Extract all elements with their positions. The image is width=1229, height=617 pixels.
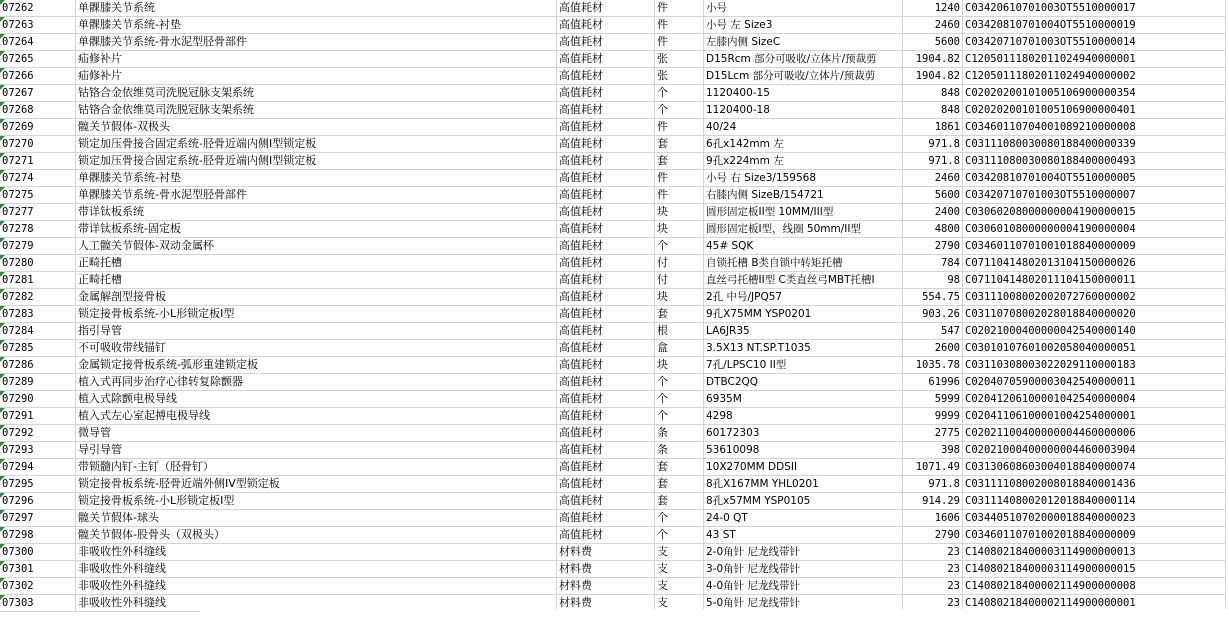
spec-cell[interactable]: 直丝弓托槽II型 C类直丝弓MBT托槽I xyxy=(704,272,903,288)
category-cell[interactable]: 高值耗材 xyxy=(557,408,655,424)
row-id-cell[interactable]: 07297 xyxy=(0,510,76,526)
category-cell[interactable]: 高值耗材 xyxy=(557,323,655,339)
code-cell[interactable]: C12050111802011024940000001 xyxy=(963,51,1226,67)
code-cell[interactable]: C03460110701001018840000009 xyxy=(963,238,1226,254)
spec-cell[interactable]: 左膝内侧 SizeC xyxy=(704,34,903,50)
category-cell[interactable]: 高值耗材 xyxy=(557,68,655,84)
code-cell[interactable]: C03130608603004018840000074 xyxy=(963,459,1226,475)
spec-cell[interactable]: 1120400-18 xyxy=(704,102,903,118)
unit-cell[interactable]: 件 xyxy=(655,0,704,16)
item-name-cell[interactable]: 髋关节假体-球头 xyxy=(76,510,557,526)
row-id-cell[interactable]: 07266 xyxy=(0,68,76,84)
row-id-cell[interactable]: 07280 xyxy=(0,255,76,271)
item-name-cell[interactable]: 非吸收性外科缝线 xyxy=(76,578,557,594)
spec-cell[interactable]: 6935M xyxy=(704,391,903,407)
row-id-cell[interactable]: 07263 xyxy=(0,17,76,33)
row-id-cell[interactable]: 07285 xyxy=(0,340,76,356)
item-name-cell[interactable]: 锁定加压骨接合固定系统-胫骨近端内侧I型锁定板 xyxy=(76,136,557,152)
category-cell[interactable]: 材料费 xyxy=(557,561,655,577)
price-cell[interactable]: 1606 xyxy=(903,510,963,526)
price-cell[interactable]: 2775 xyxy=(903,425,963,441)
row-id-cell[interactable]: 07300 xyxy=(0,544,76,560)
code-cell[interactable]: C02021100400000004460000006 xyxy=(963,425,1226,441)
category-cell[interactable]: 高值耗材 xyxy=(557,204,655,220)
spec-cell[interactable]: 6孔x142mm 左 xyxy=(704,136,903,152)
price-cell[interactable]: 2790 xyxy=(903,238,963,254)
code-cell[interactable]: C03111080030080188400000339 xyxy=(963,136,1226,152)
item-name-cell[interactable]: 金属解剖型接骨板 xyxy=(76,289,557,305)
price-cell[interactable]: 23 xyxy=(903,578,963,594)
table-row xyxy=(0,578,1226,595)
code-cell[interactable]: C03420610701003OT5510000017 xyxy=(963,0,1226,16)
row-id-cell[interactable]: 07294 xyxy=(0,459,76,475)
spec-cell[interactable]: 右膝内侧 SizeB/154721 xyxy=(704,187,903,203)
table-row xyxy=(0,408,1226,425)
price-cell[interactable]: 784 xyxy=(903,255,963,271)
unit-cell[interactable]: 件 xyxy=(655,34,704,50)
row-id-cell[interactable]: 07303 xyxy=(0,595,76,611)
price-cell[interactable]: 61996 xyxy=(903,374,963,390)
unit-cell[interactable]: 套 xyxy=(655,306,704,322)
price-cell[interactable]: 23 xyxy=(903,544,963,560)
price-cell[interactable]: 2400 xyxy=(903,204,963,220)
row-id-cell[interactable]: 07301 xyxy=(0,561,76,577)
row-id-cell[interactable]: 07289 xyxy=(0,374,76,390)
code-cell[interactable]: C02040705900003042540000011 xyxy=(963,374,1226,390)
spec-cell[interactable]: 24-0 QT xyxy=(704,510,903,526)
item-name-cell[interactable]: 钴铬合金依维莫司洗脱冠脉支架系统 xyxy=(76,102,557,118)
code-cell[interactable]: C03111080030080188400000493 xyxy=(963,153,1226,169)
table-row xyxy=(0,272,1226,289)
code-cell[interactable]: C02041106100001004254000001 xyxy=(963,408,1226,424)
row-id-cell[interactable]: 07292 xyxy=(0,425,76,441)
unit-cell[interactable]: 套 xyxy=(655,459,704,475)
code-cell[interactable]: C03420810701004OT5510000019 xyxy=(963,17,1226,33)
unit-cell[interactable]: 块 xyxy=(655,357,704,373)
table-row xyxy=(0,493,1226,510)
item-name-cell[interactable]: 非吸收性外科缝线 xyxy=(76,595,557,611)
unit-cell[interactable]: 个 xyxy=(655,374,704,390)
unit-cell[interactable]: 条 xyxy=(655,425,704,441)
table-row xyxy=(0,510,1226,527)
price-cell[interactable]: 5999 xyxy=(903,391,963,407)
spec-cell[interactable]: 小号 xyxy=(704,0,903,16)
item-name-cell[interactable]: 疝修补片 xyxy=(76,68,557,84)
price-cell[interactable]: 914.29 xyxy=(903,493,963,509)
row-id-cell[interactable]: 07293 xyxy=(0,442,76,458)
item-name-cell[interactable]: 单髁膝关节系统-衬垫 xyxy=(76,17,557,33)
table-row xyxy=(0,119,1226,136)
spec-cell[interactable]: D15Rcm 部分可吸收/立体片/预裁剪 xyxy=(704,51,903,67)
row-id-cell[interactable]: 07279 xyxy=(0,238,76,254)
table-row xyxy=(0,544,1226,561)
price-cell[interactable]: 1904.82 xyxy=(903,51,963,67)
row-id-cell[interactable]: 07291 xyxy=(0,408,76,424)
unit-cell[interactable]: 条 xyxy=(655,442,704,458)
price-cell[interactable]: 98 xyxy=(903,272,963,288)
unit-cell[interactable]: 件 xyxy=(655,170,704,186)
price-cell[interactable]: 547 xyxy=(903,323,963,339)
price-cell[interactable]: 1071.49 xyxy=(903,459,963,475)
spec-cell[interactable]: 45# SQK xyxy=(704,238,903,254)
category-cell[interactable]: 高值耗材 xyxy=(557,0,655,16)
spec-cell[interactable]: 8孔X167MM YHL0201 xyxy=(704,476,903,492)
unit-cell[interactable]: 件 xyxy=(655,17,704,33)
spec-cell[interactable]: 圆形固定板I型，线圈 50mm/II型 xyxy=(704,221,903,237)
category-cell[interactable]: 高值耗材 xyxy=(557,51,655,67)
price-cell[interactable]: 971.8 xyxy=(903,136,963,152)
category-cell[interactable]: 高值耗材 xyxy=(557,102,655,118)
code-cell[interactable]: C03460110701002018840000009 xyxy=(963,527,1226,543)
category-cell[interactable]: 高值耗材 xyxy=(557,476,655,492)
row-id-cell[interactable]: 07268 xyxy=(0,102,76,118)
unit-cell[interactable]: 块 xyxy=(655,204,704,220)
category-cell[interactable]: 高值耗材 xyxy=(557,459,655,475)
unit-cell[interactable]: 根 xyxy=(655,323,704,339)
table-row xyxy=(0,374,1226,391)
item-name-cell[interactable]: 微导管 xyxy=(76,425,557,441)
code-cell[interactable]: C12050111802011024940000002 xyxy=(963,68,1226,84)
row-id-cell[interactable]: 07281 xyxy=(0,272,76,288)
table-row xyxy=(0,136,1226,153)
spec-cell[interactable]: 9孔X75MM YSP0201 xyxy=(704,306,903,322)
unit-cell[interactable]: 个 xyxy=(655,102,704,118)
category-cell[interactable]: 高值耗材 xyxy=(557,391,655,407)
unit-cell[interactable]: 件 xyxy=(655,119,704,135)
code-cell[interactable]: C02021000400000042540000140 xyxy=(963,323,1226,339)
code-cell[interactable]: C03420710701003OT5510000007 xyxy=(963,187,1226,203)
price-cell[interactable]: 23 xyxy=(903,595,963,611)
unit-cell[interactable]: 套 xyxy=(655,153,704,169)
code-cell[interactable]: C07110414802013104150000026 xyxy=(963,255,1226,271)
price-cell[interactable]: 1904.82 xyxy=(903,68,963,84)
table-row xyxy=(0,0,1226,17)
code-cell[interactable]: C03111008002002072760000002 xyxy=(963,289,1226,305)
item-name-cell[interactable]: 金属锁定接骨板系统-弧形重建锁定板 xyxy=(76,357,557,373)
table-row xyxy=(0,85,1226,102)
table-row xyxy=(0,306,1226,323)
row-id-cell[interactable]: 07277 xyxy=(0,204,76,220)
code-cell[interactable]: C03460110704001089210000008 xyxy=(963,119,1226,135)
unit-cell[interactable]: 套 xyxy=(655,476,704,492)
unit-cell[interactable]: 套 xyxy=(655,493,704,509)
spec-cell[interactable]: 自锁托槽 B类自锁中转矩托槽 xyxy=(704,255,903,271)
category-cell[interactable]: 高值耗材 xyxy=(557,510,655,526)
item-name-cell[interactable]: 不可吸收带线锚钉 xyxy=(76,340,557,356)
sheet-bottom-edge xyxy=(200,609,1229,617)
category-cell[interactable]: 高值耗材 xyxy=(557,119,655,135)
price-cell[interactable]: 398 xyxy=(903,442,963,458)
row-id-cell[interactable]: 07275 xyxy=(0,187,76,203)
table-row xyxy=(0,425,1226,442)
unit-cell[interactable]: 支 xyxy=(655,595,704,611)
spec-cell[interactable]: LA6JR35 xyxy=(704,323,903,339)
price-cell[interactable]: 1035.78 xyxy=(903,357,963,373)
table-row xyxy=(0,340,1226,357)
spec-cell[interactable]: 3-0角针 尼龙线带针 xyxy=(704,561,903,577)
code-cell[interactable]: C14080218400002114900000001 xyxy=(963,595,1226,611)
spec-cell[interactable]: 3.5X13 NT.SP.T1035 xyxy=(704,340,903,356)
category-cell[interactable]: 高值耗材 xyxy=(557,238,655,254)
category-cell[interactable]: 高值耗材 xyxy=(557,425,655,441)
category-cell[interactable]: 高值耗材 xyxy=(557,289,655,305)
category-cell[interactable]: 高值耗材 xyxy=(557,34,655,50)
spec-cell[interactable]: 4298 xyxy=(704,408,903,424)
item-name-cell[interactable]: 指引导管 xyxy=(76,323,557,339)
code-cell[interactable]: C03440510702000018840000023 xyxy=(963,510,1226,526)
item-name-cell[interactable]: 带详钛板系统-固定板 xyxy=(76,221,557,237)
code-cell[interactable]: C03420810701004OT5510000005 xyxy=(963,170,1226,186)
row-id-cell[interactable]: 07295 xyxy=(0,476,76,492)
item-name-cell[interactable]: 髋关节假体-双极头 xyxy=(76,119,557,135)
unit-cell[interactable]: 支 xyxy=(655,561,704,577)
item-name-cell[interactable]: 髋关节假体-股骨头（双极头） xyxy=(76,527,557,543)
spec-cell[interactable]: DTBC2QQ xyxy=(704,374,903,390)
price-cell[interactable]: 554.75 xyxy=(903,289,963,305)
row-id-cell[interactable]: 07274 xyxy=(0,170,76,186)
row-id-cell[interactable]: 07296 xyxy=(0,493,76,509)
code-cell[interactable]: C02020200101005106900000401 xyxy=(963,102,1226,118)
price-cell[interactable]: 2600 xyxy=(903,340,963,356)
table-row xyxy=(0,459,1226,476)
table-row xyxy=(0,68,1226,85)
row-id-cell[interactable]: 07290 xyxy=(0,391,76,407)
spec-cell[interactable]: 1120400-15 xyxy=(704,85,903,101)
item-name-cell[interactable]: 钴铬合金依维莫司洗脱冠脉支架系统 xyxy=(76,85,557,101)
category-cell[interactable]: 高值耗材 xyxy=(557,187,655,203)
table-row xyxy=(0,442,1226,459)
code-cell[interactable]: C03060208000000004190000015 xyxy=(963,204,1226,220)
item-name-cell[interactable]: 正畸托槽 xyxy=(76,255,557,271)
table-row xyxy=(0,102,1226,119)
spec-cell[interactable]: 7孔/LPSC10 II型 xyxy=(704,357,903,373)
table-row xyxy=(0,170,1226,187)
row-id-cell[interactable]: 07262 xyxy=(0,0,76,16)
spec-cell[interactable]: 2孔 中号/JPQ57 xyxy=(704,289,903,305)
spec-cell[interactable]: 60172303 xyxy=(704,425,903,441)
unit-cell[interactable]: 张 xyxy=(655,51,704,67)
spec-cell[interactable]: 40/24 xyxy=(704,119,903,135)
unit-cell[interactable]: 个 xyxy=(655,408,704,424)
unit-cell[interactable]: 个 xyxy=(655,391,704,407)
price-cell[interactable]: 9999 xyxy=(903,408,963,424)
unit-cell[interactable]: 件 xyxy=(655,187,704,203)
table-row xyxy=(0,476,1226,493)
item-name-cell[interactable]: 植入式左心室起搏电极导线 xyxy=(76,408,557,424)
unit-cell[interactable]: 张 xyxy=(655,68,704,84)
row-id-cell[interactable]: 07282 xyxy=(0,289,76,305)
table-row xyxy=(0,17,1226,34)
unit-cell[interactable]: 个 xyxy=(655,238,704,254)
unit-cell[interactable]: 支 xyxy=(655,578,704,594)
row-id-cell[interactable]: 07269 xyxy=(0,119,76,135)
price-cell[interactable]: 2460 xyxy=(903,17,963,33)
row-id-cell[interactable]: 07271 xyxy=(0,153,76,169)
item-name-cell[interactable]: 锁定加压骨接合固定系统-胫骨近端内侧I型锁定板 xyxy=(76,153,557,169)
spec-cell[interactable]: 4-0角针 尼龙线带针 xyxy=(704,578,903,594)
item-name-cell[interactable]: 带详钛板系统 xyxy=(76,204,557,220)
spec-cell[interactable]: 5-0角针 尼龙线带针 xyxy=(704,595,903,611)
table-row xyxy=(0,357,1226,374)
row-id-cell[interactable]: 07270 xyxy=(0,136,76,152)
category-cell[interactable]: 高值耗材 xyxy=(557,527,655,543)
code-cell[interactable]: C02020200101005106900000354 xyxy=(963,85,1226,101)
code-cell[interactable]: C07110414802011104150000011 xyxy=(963,272,1226,288)
category-cell[interactable]: 高值耗材 xyxy=(557,442,655,458)
table-row xyxy=(0,238,1226,255)
price-cell[interactable]: 971.8 xyxy=(903,153,963,169)
category-cell[interactable]: 高值耗材 xyxy=(557,493,655,509)
item-name-cell[interactable]: 人工髋关节假体-双动金属杯 xyxy=(76,238,557,254)
spec-cell[interactable]: D15Lcm 部分可吸收/立体片/预裁剪 xyxy=(704,68,903,84)
row-id-cell[interactable]: 07286 xyxy=(0,357,76,373)
code-cell[interactable]: C02041206100001042540000004 xyxy=(963,391,1226,407)
item-name-cell[interactable]: 单髁膝关节系统-骨水泥型胫骨部件 xyxy=(76,34,557,50)
unit-cell[interactable]: 个 xyxy=(655,85,704,101)
price-cell[interactable]: 1240 xyxy=(903,0,963,16)
table-row xyxy=(0,391,1226,408)
row-id-cell[interactable]: 07265 xyxy=(0,51,76,67)
table-row xyxy=(0,323,1226,340)
price-cell[interactable]: 903.26 xyxy=(903,306,963,322)
code-cell[interactable]: C03420710701003OT5510000014 xyxy=(963,34,1226,50)
price-cell[interactable]: 23 xyxy=(903,561,963,577)
table-row xyxy=(0,289,1226,306)
code-cell[interactable]: C03060108000000004190000004 xyxy=(963,221,1226,237)
spec-cell[interactable]: 小号 左 Size3 xyxy=(704,17,903,33)
item-name-cell[interactable]: 非吸收性外科缝线 xyxy=(76,561,557,577)
unit-cell[interactable]: 盒 xyxy=(655,340,704,356)
item-name-cell[interactable]: 植入式再同步治疗心律转复除颤器 xyxy=(76,374,557,390)
item-name-cell[interactable]: 锁定接骨板系统-小L形锁定板I型 xyxy=(76,493,557,509)
spec-cell[interactable]: 10X270MM DDSII xyxy=(704,459,903,475)
table-row xyxy=(0,153,1226,170)
price-cell[interactable]: 2460 xyxy=(903,170,963,186)
category-cell[interactable]: 材料费 xyxy=(557,578,655,594)
unit-cell[interactable]: 块 xyxy=(655,221,704,237)
item-name-cell[interactable]: 单髁膝关节系统-骨水泥型胫骨部件 xyxy=(76,187,557,203)
code-cell[interactable]: C14080218400002114900000008 xyxy=(963,578,1226,594)
item-name-cell[interactable]: 导引导管 xyxy=(76,442,557,458)
table-row xyxy=(0,221,1226,238)
price-cell[interactable]: 4800 xyxy=(903,221,963,237)
price-cell[interactable]: 5600 xyxy=(903,34,963,50)
category-cell[interactable]: 高值耗材 xyxy=(557,136,655,152)
row-id-cell[interactable]: 07278 xyxy=(0,221,76,237)
unit-cell[interactable]: 支 xyxy=(655,544,704,560)
price-cell[interactable]: 848 xyxy=(903,102,963,118)
table-row xyxy=(0,204,1226,221)
item-name-cell[interactable]: 正畸托槽 xyxy=(76,272,557,288)
category-cell[interactable]: 高值耗材 xyxy=(557,306,655,322)
item-name-cell[interactable]: 锁定接骨板系统-小L形锁定板I型 xyxy=(76,306,557,322)
category-cell[interactable]: 高值耗材 xyxy=(557,255,655,271)
spec-cell[interactable]: 53610098 xyxy=(704,442,903,458)
spec-cell[interactable]: 2-0角针 尼龙线带针 xyxy=(704,544,903,560)
category-cell[interactable]: 材料费 xyxy=(557,595,655,611)
code-cell[interactable]: C03110708002028018840000020 xyxy=(963,306,1226,322)
code-cell[interactable]: C02021000400000004460003904 xyxy=(963,442,1226,458)
code-cell[interactable]: C03110308003022029110000183 xyxy=(963,357,1226,373)
unit-cell[interactable]: 块 xyxy=(655,289,704,305)
spec-cell[interactable]: 9孔x224mm 左 xyxy=(704,153,903,169)
item-name-cell[interactable]: 非吸收性外科缝线 xyxy=(76,544,557,560)
category-cell[interactable]: 高值耗材 xyxy=(557,221,655,237)
spec-cell[interactable]: 圆形固定板II型 10MM/III型 xyxy=(704,204,903,220)
item-name-cell[interactable]: 锁定接骨板系统-胫骨近端外侧IV型锁定板 xyxy=(76,476,557,492)
table-row xyxy=(0,527,1226,544)
unit-cell[interactable]: 个 xyxy=(655,510,704,526)
row-id-cell[interactable]: 07267 xyxy=(0,85,76,101)
price-cell[interactable]: 971.8 xyxy=(903,476,963,492)
category-cell[interactable]: 高值耗材 xyxy=(557,272,655,288)
spec-cell[interactable]: 小号 右 Size3/159568 xyxy=(704,170,903,186)
unit-cell[interactable]: 套 xyxy=(655,136,704,152)
code-cell[interactable]: C14080218400003114900000015 xyxy=(963,561,1226,577)
code-cell[interactable]: C03111108002008018840001436 xyxy=(963,476,1226,492)
category-cell[interactable]: 材料费 xyxy=(557,544,655,560)
table-row xyxy=(0,255,1226,272)
price-cell[interactable]: 1861 xyxy=(903,119,963,135)
spec-cell[interactable]: 8孔x57MM YSP0105 xyxy=(704,493,903,509)
category-cell[interactable]: 高值耗材 xyxy=(557,340,655,356)
table-row xyxy=(0,34,1226,51)
category-cell[interactable]: 高值耗材 xyxy=(557,374,655,390)
row-id-cell[interactable]: 07283 xyxy=(0,306,76,322)
item-name-cell[interactable]: 单髁膝关节系统-衬垫 xyxy=(76,170,557,186)
table-row xyxy=(0,187,1226,204)
row-id-cell[interactable]: 07298 xyxy=(0,527,76,543)
category-cell[interactable]: 高值耗材 xyxy=(557,17,655,33)
unit-cell[interactable]: 个 xyxy=(655,527,704,543)
item-name-cell[interactable]: 单髁膝关节系统 xyxy=(76,0,557,16)
spec-cell[interactable]: 43 ST xyxy=(704,527,903,543)
item-name-cell[interactable]: 带锁髓内钉-主钉（胫骨钉） xyxy=(76,459,557,475)
price-cell[interactable]: 2790 xyxy=(903,527,963,543)
item-name-cell[interactable]: 植入式除颤电极导线 xyxy=(76,391,557,407)
category-cell[interactable]: 高值耗材 xyxy=(557,85,655,101)
code-cell[interactable]: C03111408002012018840000114 xyxy=(963,493,1226,509)
row-id-cell[interactable]: 07302 xyxy=(0,578,76,594)
table-row xyxy=(0,51,1226,68)
table-row xyxy=(0,561,1226,578)
category-cell[interactable]: 高值耗材 xyxy=(557,153,655,169)
row-id-cell[interactable]: 07284 xyxy=(0,323,76,339)
code-cell[interactable]: C03010107601002058040000051 xyxy=(963,340,1226,356)
unit-cell[interactable]: 付 xyxy=(655,272,704,288)
code-cell[interactable]: C14080218400003114900000013 xyxy=(963,544,1226,560)
item-name-cell[interactable]: 疝修补片 xyxy=(76,51,557,67)
category-cell[interactable]: 高值耗材 xyxy=(557,170,655,186)
unit-cell[interactable]: 付 xyxy=(655,255,704,271)
row-id-cell[interactable]: 07264 xyxy=(0,34,76,50)
price-cell[interactable]: 5600 xyxy=(903,187,963,203)
price-cell[interactable]: 848 xyxy=(903,85,963,101)
category-cell[interactable]: 高值耗材 xyxy=(557,357,655,373)
